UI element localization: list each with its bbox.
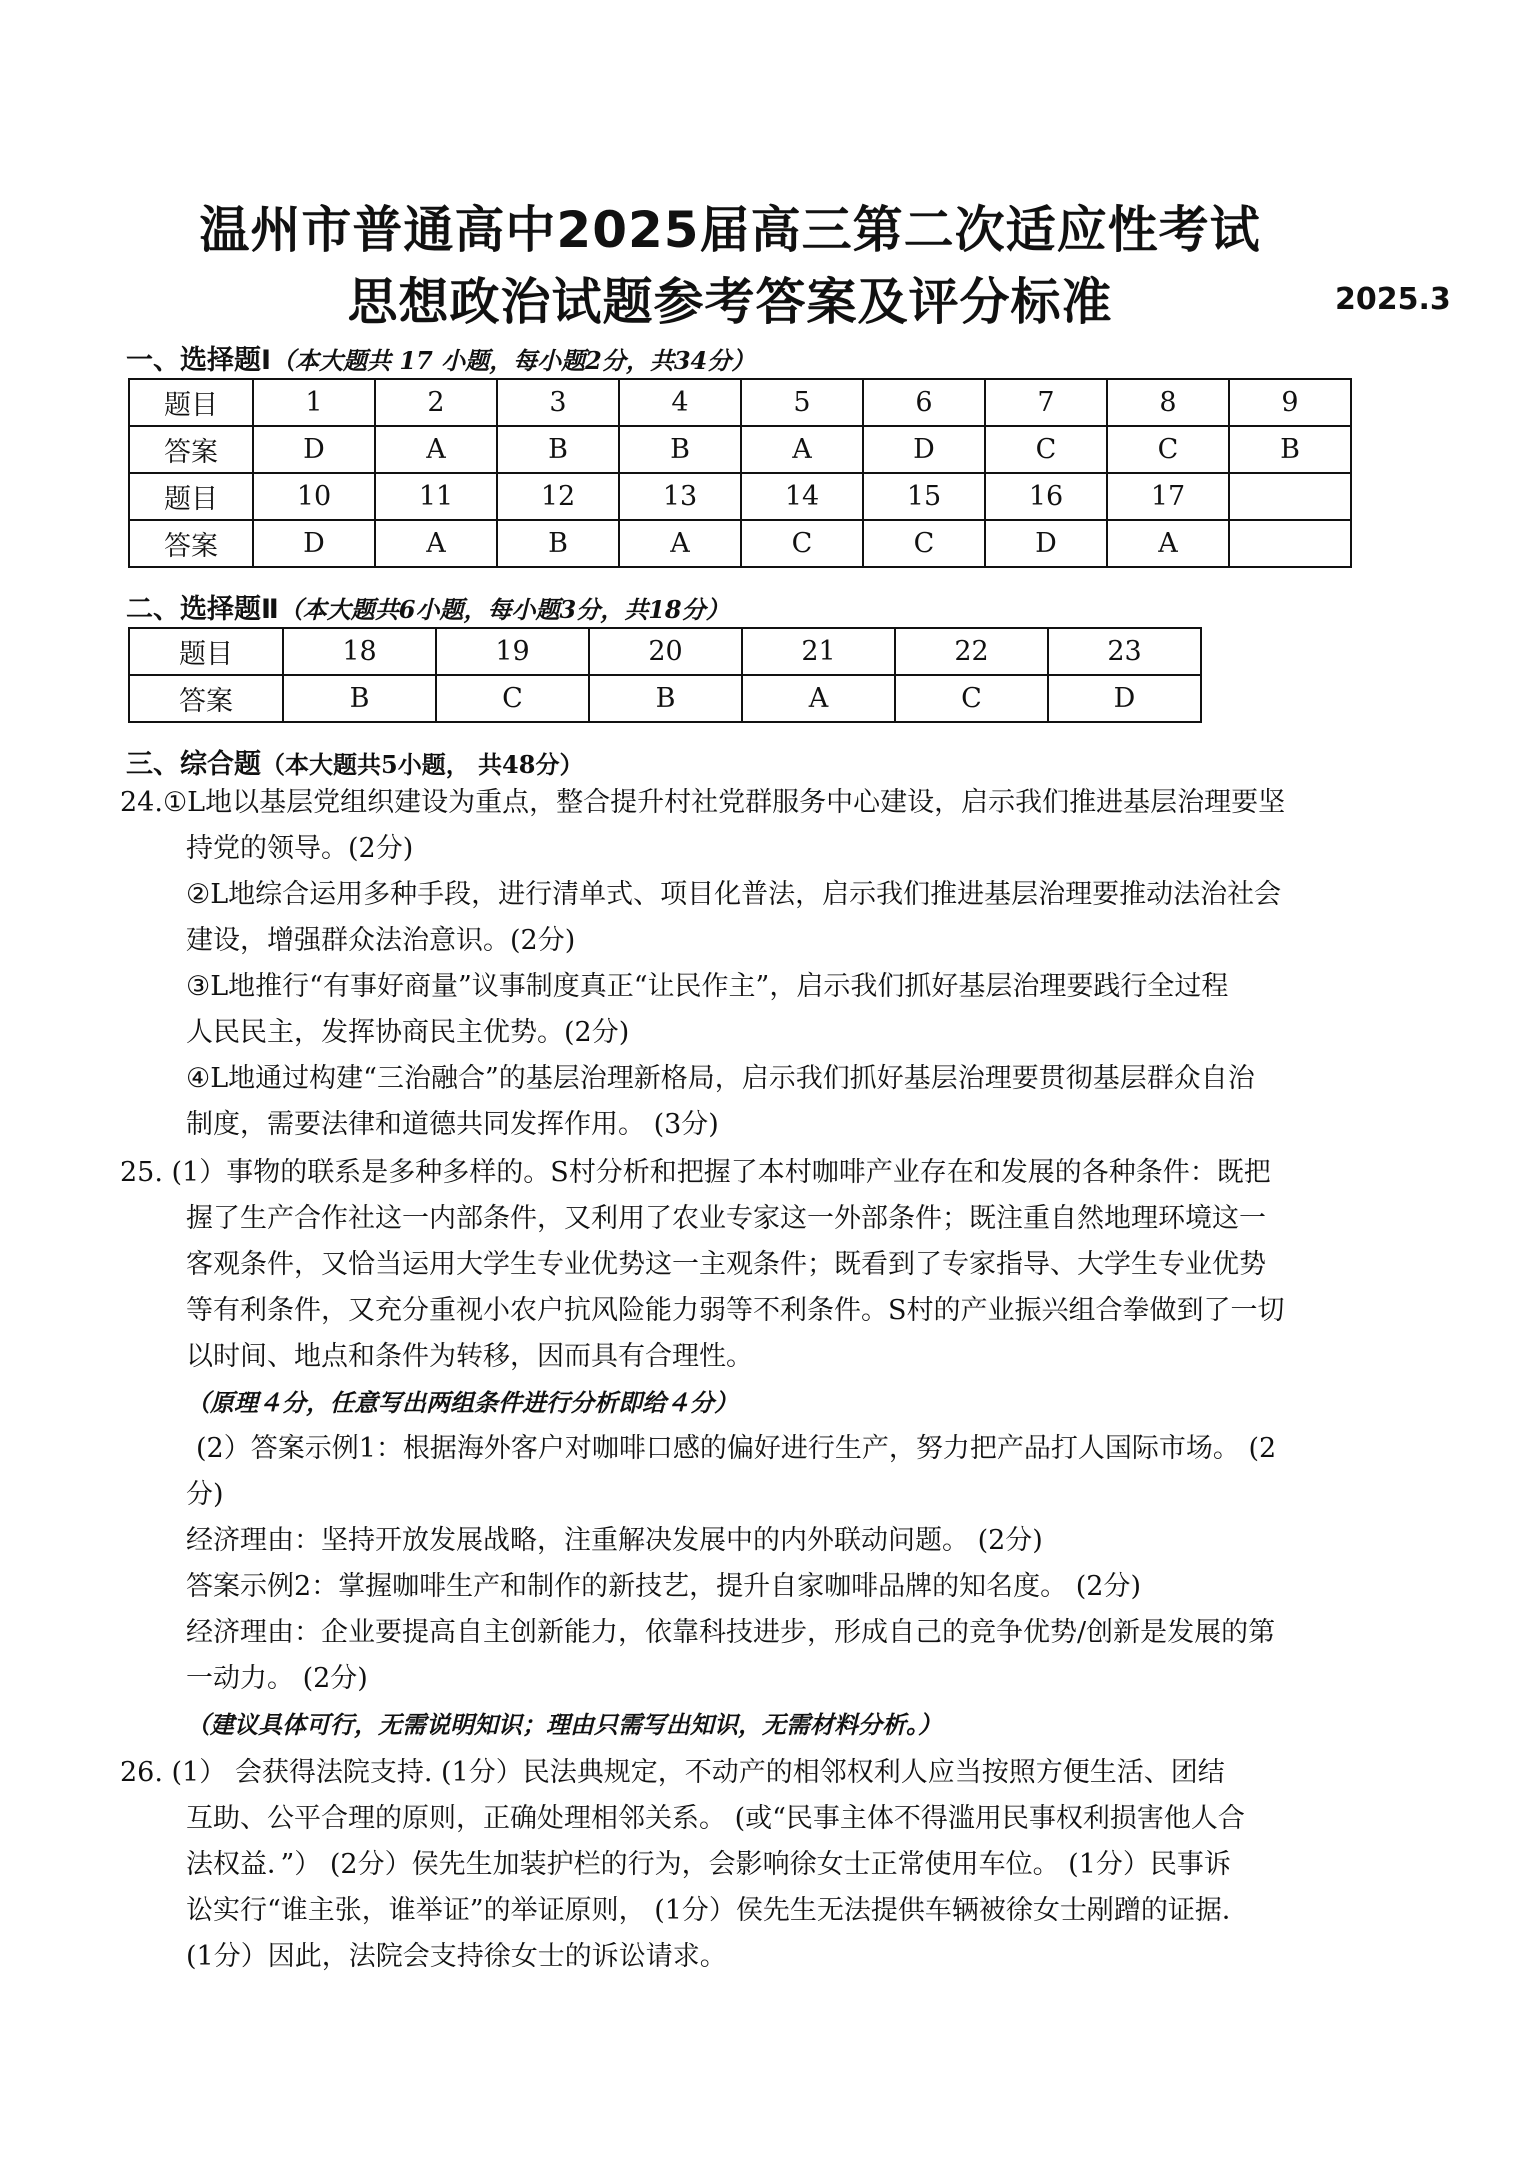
- table-cell: 14: [741, 473, 863, 520]
- question-25: [120, 1150, 1440, 1748]
- table-cell: 13: [619, 473, 741, 520]
- table-cell: 5: [741, 379, 863, 426]
- q24-line: 制度，需要法律和道德共同发挥作用。 (3分): [186, 1109, 719, 1140]
- table-cell: B: [497, 520, 619, 567]
- q24-line: 24.①L地以基层党组织建设为重点，整合提升村社党群服务中心建设，启示我们推进基层治理要坚: [120, 787, 1286, 818]
- table-row: [129, 379, 1351, 426]
- table-cell: A: [742, 675, 895, 722]
- table-cell: D: [253, 520, 375, 567]
- table-cell: 2: [375, 379, 497, 426]
- row-label-answer: 答案: [129, 520, 253, 567]
- table-cell: 16: [985, 473, 1107, 520]
- table-row: [129, 473, 1351, 520]
- table-cell: 15: [863, 473, 985, 520]
- table-cell: C: [895, 675, 1048, 722]
- table-cell: B: [1229, 426, 1351, 473]
- q25-line: (2）答案示例1：根据海外客户对咖啡口感的偏好进行生产，努力把产品打人国际市场。 (2: [196, 1433, 1277, 1464]
- table-cell: D: [985, 520, 1107, 567]
- table-cell: C: [985, 426, 1107, 473]
- table-cell: C: [436, 675, 589, 722]
- table-cell: D: [1048, 675, 1201, 722]
- table-cell: D: [863, 426, 985, 473]
- table-cell: B: [619, 426, 741, 473]
- table-cell: A: [1107, 520, 1229, 567]
- section1-note: （本大题共 17 小题，每小题2分，共34分）: [271, 346, 756, 375]
- table-cell: A: [619, 520, 741, 567]
- table-cell: C: [741, 520, 863, 567]
- q25-scoring-note: （原理４分，任意写出两组条件进行分析即给４分）: [186, 1388, 738, 1417]
- table-cell: 10: [253, 473, 375, 520]
- table-cell: 17: [1107, 473, 1229, 520]
- table-cell: A: [375, 426, 497, 473]
- section2-title: 二、选择题Ⅱ: [126, 594, 279, 625]
- q26-line: 26. (1） 会获得法院支持. (1分）民法典规定，不动产的相邻权利人应当按照方便生活、团结: [120, 1757, 1225, 1788]
- table-row: [129, 675, 1201, 722]
- table-cell: 19: [436, 628, 589, 675]
- table-cell: 6: [863, 379, 985, 426]
- table-cell: A: [375, 520, 497, 567]
- question-24: [120, 780, 1440, 1148]
- section3-note: （本大题共5小题， 共48分）: [261, 750, 584, 779]
- document-date: 2025.3: [1335, 282, 1451, 317]
- table-cell: 12: [497, 473, 619, 520]
- table-row: [129, 426, 1351, 473]
- q26-line: 讼实行“谁主张，谁举证”的举证原则， (1分）侯先生无法提供车辆被徐女士剐蹭的证据．: [186, 1895, 1249, 1926]
- row-label-question: 题目: [129, 473, 253, 520]
- table-cell: 23: [1048, 628, 1201, 675]
- table-cell: 11: [375, 473, 497, 520]
- section2-answer-table: [128, 627, 1202, 723]
- q25-line: 25. (1）事物的联系是多种多样的。S村分析和把握了本村咖啡产业存在和发展的各种条件：既把: [120, 1157, 1271, 1188]
- row-label-answer: 答案: [129, 675, 283, 722]
- q24-line: ③L地推行“有事好商量”议事制度真正“让民作主”，启示我们抓好基层治理要践行全过程: [186, 971, 1229, 1002]
- table-cell: 7: [985, 379, 1107, 426]
- q25-line: 分): [186, 1479, 224, 1510]
- table-cell: 9: [1229, 379, 1351, 426]
- q25-scoring-note: （建议具体可行，无需说明知识；理由只需写出知识，无需材料分析。）: [186, 1710, 942, 1739]
- section3-heading: [126, 742, 583, 781]
- table-cell: 3: [497, 379, 619, 426]
- table-cell: B: [497, 426, 619, 473]
- table-row: [129, 628, 1201, 675]
- section2-note: （本大题共6小题，每小题3分，共18分）: [278, 595, 730, 624]
- q25-line: 经济理由：坚持开放发展战略，注重解决发展中的内外联动问题。 (2分): [186, 1525, 1043, 1556]
- q25-line: 答案示例2：掌握咖啡生产和制作的新技艺，提升自家咖啡品牌的知名度。 (2分): [186, 1571, 1142, 1602]
- table-cell: 21: [742, 628, 895, 675]
- q24-line: ④L地通过构建“三治融合”的基层治理新格局，启示我们抓好基层治理要贯彻基层群众自治: [186, 1063, 1255, 1094]
- section2-heading: [126, 587, 730, 626]
- q24-line: 人民民主，发挥协商民主优势。(2分): [186, 1017, 630, 1048]
- document-title: 温州市普通高中2025届高三第二次适应性考试: [199, 201, 1261, 259]
- row-label-answer: 答案: [129, 426, 253, 473]
- q25-line: 经济理由：企业要提高自主创新能力，依靠科技进步，形成自己的竞争优势/创新是发展的第: [186, 1617, 1276, 1648]
- table-cell: C: [863, 520, 985, 567]
- table-cell: 4: [619, 379, 741, 426]
- table-cell: [1229, 473, 1351, 520]
- table-cell: 8: [1107, 379, 1229, 426]
- q26-line: (1分）因此，法院会支持徐女士的诉讼请求。: [186, 1941, 727, 1972]
- q25-line: 一动力。 (2分): [186, 1663, 368, 1694]
- document-subtitle: 思想政治试题参考答案及评分标准: [347, 273, 1113, 331]
- section1-title: 一、选择题Ⅰ: [126, 345, 272, 376]
- table-row: [129, 520, 1351, 567]
- q25-line: 以时间、地点和条件为转移，因而具有合理性。: [186, 1341, 753, 1372]
- table-cell: B: [283, 675, 436, 722]
- row-label-question: 题目: [129, 379, 253, 426]
- table-cell: 20: [589, 628, 742, 675]
- q25-line: 握了生产合作社这一内部条件，又利用了农业专家这一外部条件；既注重自然地理环境这一: [186, 1203, 1266, 1234]
- question-26: [120, 1750, 1440, 1980]
- section3-title: 三、综合题: [126, 749, 261, 780]
- q26-line: 法权益．”） (2分）侯先生加装护栏的行为，会影响徐女士正常使用车位。 (1分）民事诉: [186, 1849, 1231, 1880]
- table-cell: A: [741, 426, 863, 473]
- section1-heading: [126, 338, 755, 377]
- q26-line: 互助、公平合理的原则，正确处理相邻关系。 (或“民事主体不得滥用民事权利损害他人合: [186, 1803, 1245, 1834]
- section1-answer-table: [128, 378, 1352, 568]
- table-cell: B: [589, 675, 742, 722]
- q25-line: 客观条件，又恰当运用大学生专业优势这一主观条件；既看到了专家指导、大学生专业优势: [186, 1249, 1266, 1280]
- table-cell: 22: [895, 628, 1048, 675]
- q25-line: 等有利条件，又充分重视小农户抗风险能力弱等不利条件。S村的产业振兴组合拳做到了一切: [186, 1295, 1285, 1326]
- q24-line: ②L地综合运用多种手段，进行清单式、项目化普法，启示我们推进基层治理要推动法治社会: [186, 879, 1282, 910]
- table-cell: [1229, 520, 1351, 567]
- q24-line: 持党的领导。(2分): [186, 833, 414, 864]
- q24-line: 建设，增强群众法治意识。(2分): [186, 925, 576, 956]
- table-cell: 18: [283, 628, 436, 675]
- row-label-question: 题目: [129, 628, 283, 675]
- table-cell: 1: [253, 379, 375, 426]
- table-cell: D: [253, 426, 375, 473]
- table-cell: C: [1107, 426, 1229, 473]
